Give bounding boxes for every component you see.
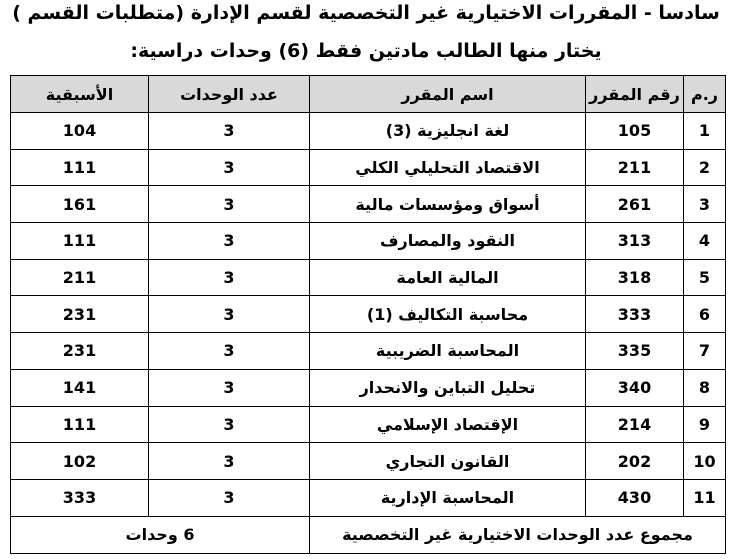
cell-prereq: 111	[11, 149, 149, 186]
total-value: 6 وحدات	[11, 516, 310, 553]
total-row	[11, 516, 726, 553]
cell-units: 3	[149, 259, 310, 296]
cell-name: الاقتصاد التحليلي الكلي	[310, 149, 586, 186]
courses-table	[10, 75, 726, 554]
cell-prereq: 111	[11, 223, 149, 260]
table-row	[11, 443, 726, 480]
table-row	[11, 333, 726, 370]
cell-index: 10	[684, 443, 726, 480]
cell-prereq: 231	[11, 296, 149, 333]
table-row	[11, 406, 726, 443]
cell-index: 2	[684, 149, 726, 186]
table-header-row	[11, 76, 726, 113]
cell-name: لغة انجليزية (3)	[310, 113, 586, 150]
cell-code: 202	[586, 443, 684, 480]
cell-units: 3	[149, 369, 310, 406]
cell-name: الإقتصاد الإسلامي	[310, 406, 586, 443]
cell-prereq: 141	[11, 369, 149, 406]
total-label: مجموع عدد الوحدات الاختيارية غير التخصصية	[310, 516, 726, 553]
cell-index: 11	[684, 479, 726, 516]
cell-index: 8	[684, 369, 726, 406]
page-subtitle: يختار منها الطالب مادتين فقط (6) وحدات دراسية:	[130, 40, 602, 62]
cell-code: 211	[586, 149, 684, 186]
cell-prereq: 333	[11, 479, 149, 516]
cell-code: 261	[586, 186, 684, 223]
cell-code: 318	[586, 259, 684, 296]
cell-index: 5	[684, 259, 726, 296]
cell-index: 6	[684, 296, 726, 333]
table-row	[11, 186, 726, 223]
cell-index: 3	[684, 186, 726, 223]
table-row	[11, 259, 726, 296]
cell-name: تحليل التباين والانحدار	[310, 369, 586, 406]
cell-units: 3	[149, 443, 310, 480]
cell-units: 3	[149, 186, 310, 223]
cell-prereq: 111	[11, 406, 149, 443]
cell-prereq: 161	[11, 186, 149, 223]
cell-index: 7	[684, 333, 726, 370]
cell-units: 3	[149, 479, 310, 516]
cell-name: المالية العامة	[310, 259, 586, 296]
column-header-units: عدد الوحدات	[149, 76, 310, 113]
cell-index: 1	[684, 113, 726, 150]
cell-units: 3	[149, 333, 310, 370]
cell-name: القانون التجاري	[310, 443, 586, 480]
table-row	[11, 113, 726, 150]
cell-units: 3	[149, 296, 310, 333]
column-header-name: اسم المقرر	[310, 76, 586, 113]
table-row	[11, 369, 726, 406]
column-header-prereq: الأسبقية	[11, 76, 149, 113]
cell-name: المحاسبة الإدارية	[310, 479, 586, 516]
cell-units: 3	[149, 149, 310, 186]
page-title: سادسا - المقررات الاختيارية غير التخصصية لقسم الإدارة (متطلبات القسم )	[12, 2, 720, 24]
cell-code: 105	[586, 113, 684, 150]
cell-code: 214	[586, 406, 684, 443]
column-header-code: رقم المقرر	[586, 76, 684, 113]
table-row	[11, 149, 726, 186]
cell-prereq: 211	[11, 259, 149, 296]
cell-index: 9	[684, 406, 726, 443]
cell-code: 335	[586, 333, 684, 370]
cell-name: محاسبة التكاليف (1)	[310, 296, 586, 333]
column-header-index: ر.م	[684, 76, 726, 113]
cell-name: أسواق ومؤسسات مالية	[310, 186, 586, 223]
table-row	[11, 296, 726, 333]
cell-units: 3	[149, 223, 310, 260]
cell-units: 3	[149, 406, 310, 443]
cell-name: النقود والمصارف	[310, 223, 586, 260]
cell-prereq: 102	[11, 443, 149, 480]
cell-code: 340	[586, 369, 684, 406]
cell-code: 333	[586, 296, 684, 333]
cell-units: 3	[149, 113, 310, 150]
cell-prereq: 231	[11, 333, 149, 370]
table-row	[11, 223, 726, 260]
cell-prereq: 104	[11, 113, 149, 150]
cell-code: 430	[586, 479, 684, 516]
table-row	[11, 479, 726, 516]
cell-index: 4	[684, 223, 726, 260]
cell-name: المحاسبة الضريبية	[310, 333, 586, 370]
cell-code: 313	[586, 223, 684, 260]
